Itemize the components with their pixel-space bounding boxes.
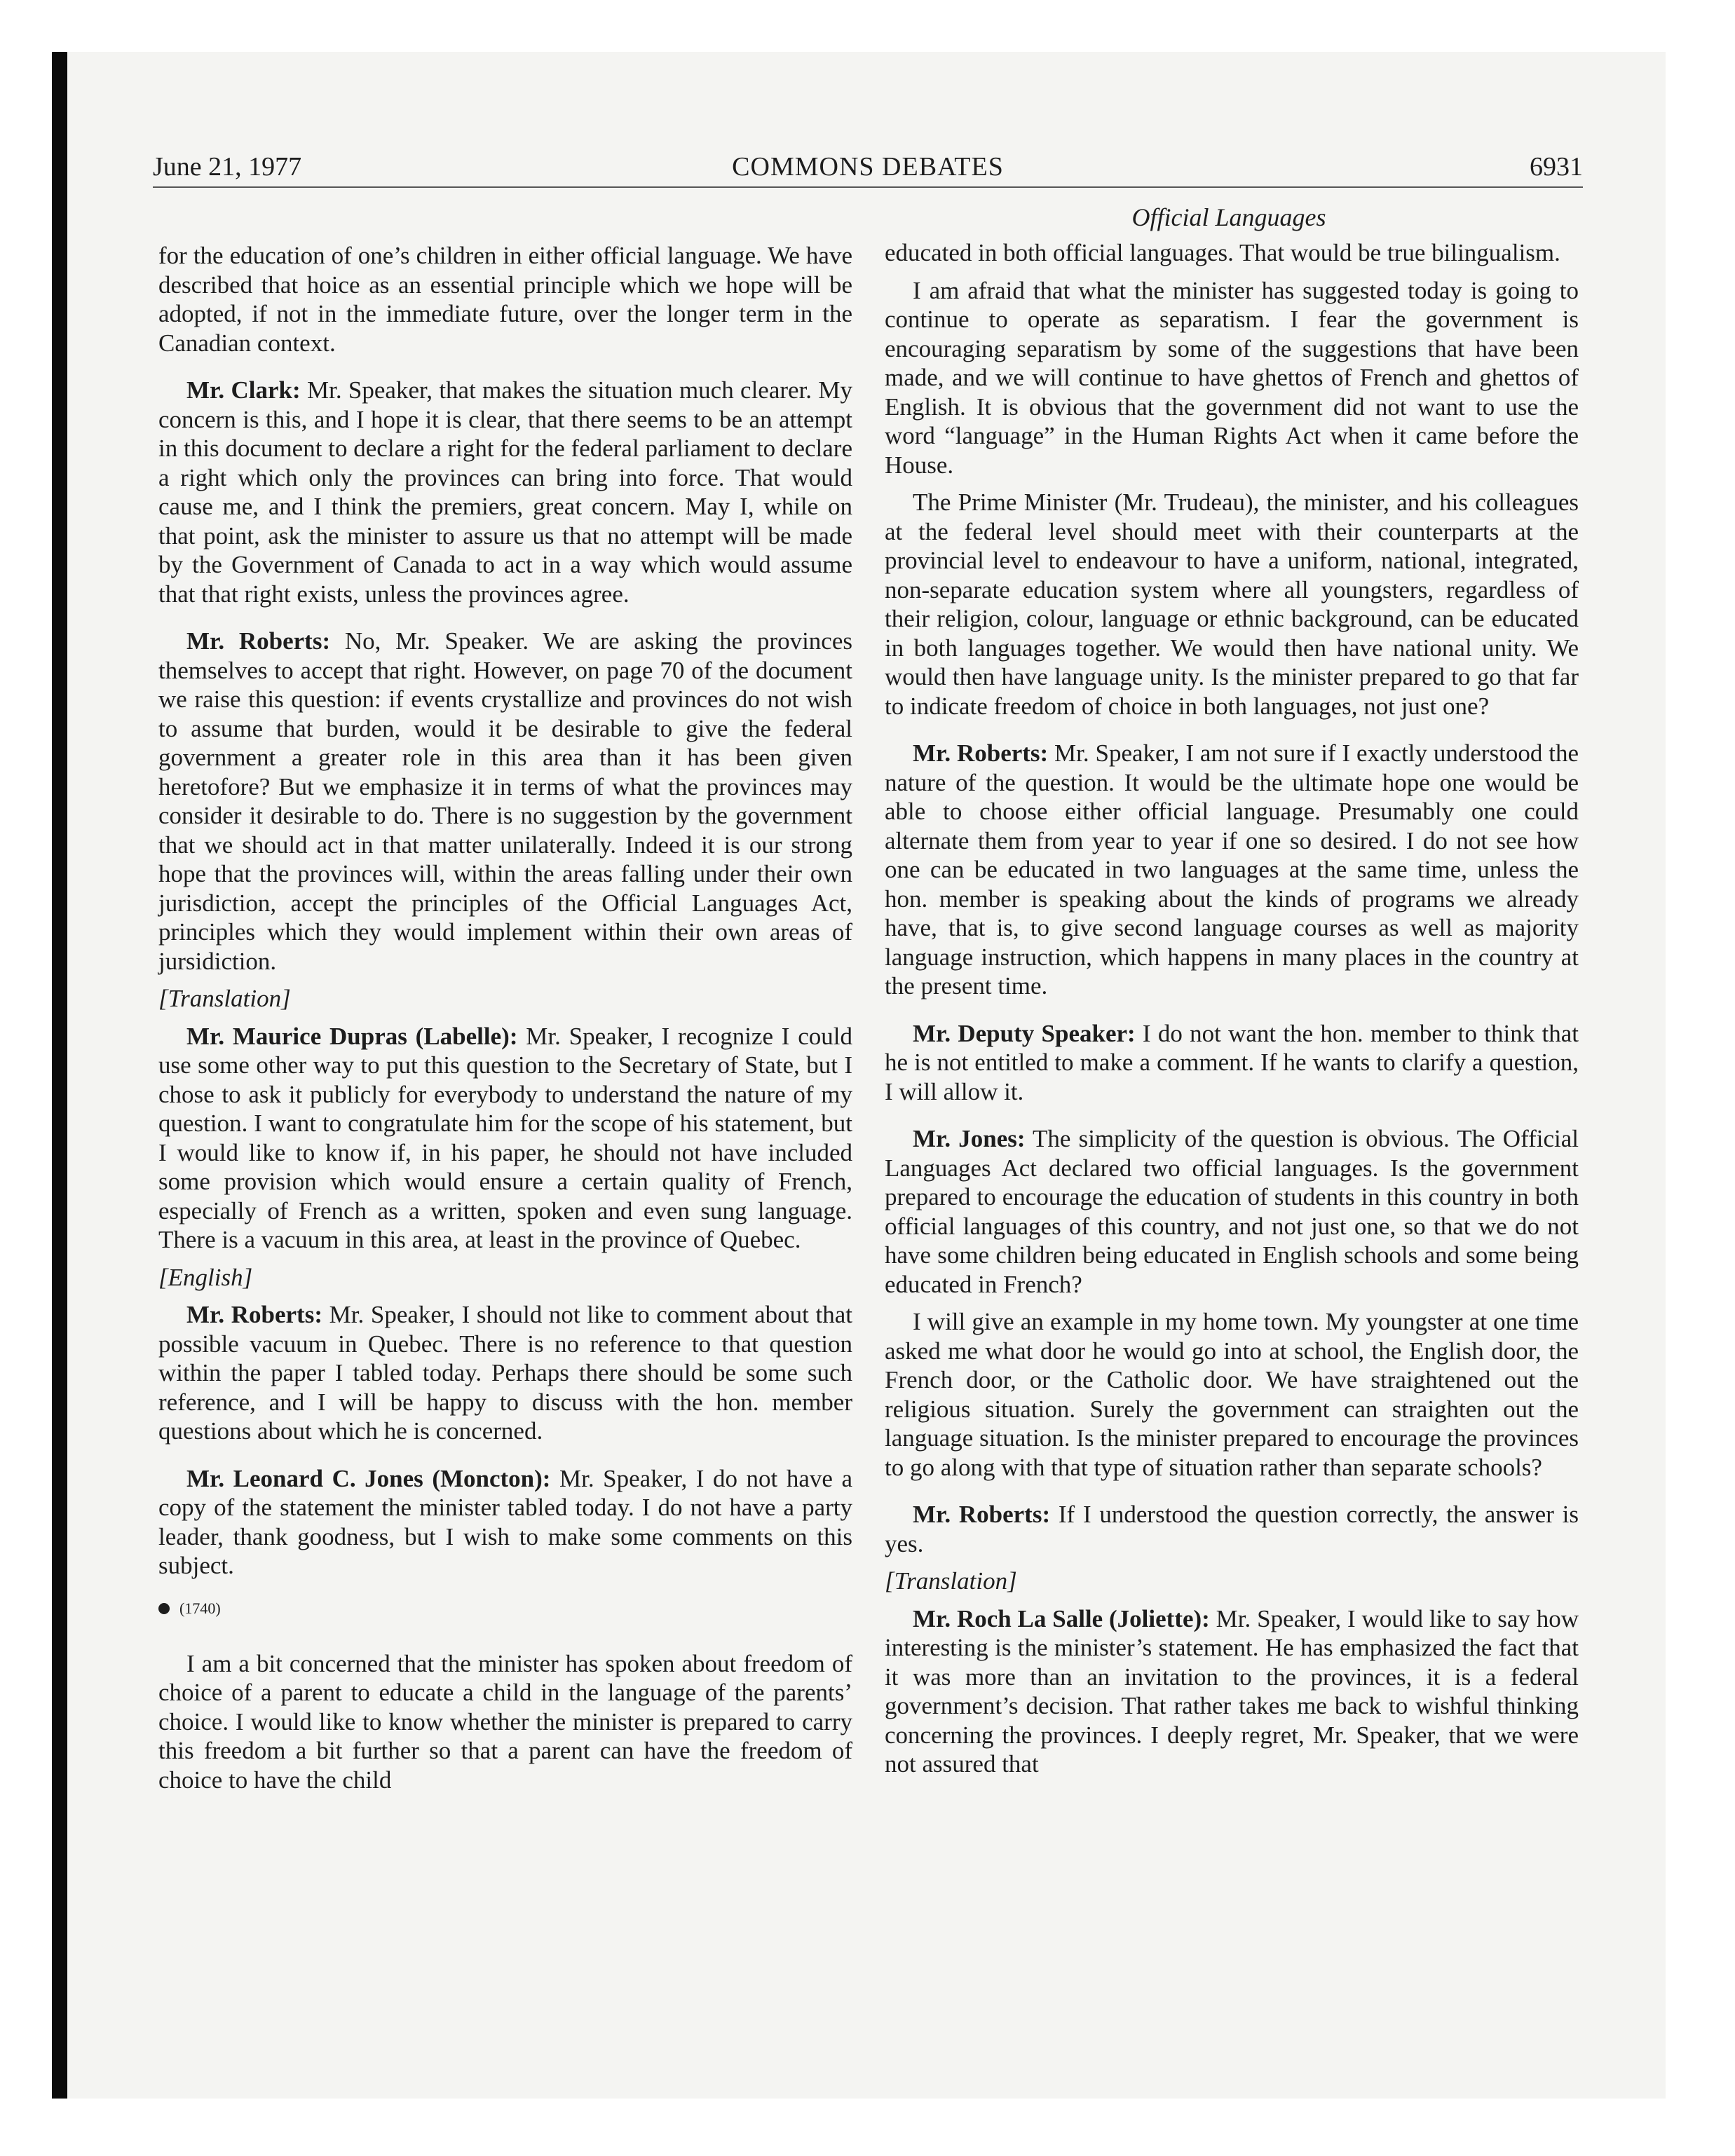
language-marker: [Translation]	[158, 985, 291, 1012]
speech-paragraph	[158, 1464, 852, 1581]
paragraph: I am afraid that what the minister has suggested today is going to continue to operate as separatism. I fear the government is encouraging separatism by some of the suggestions that have been made, and we will continue to have ghettos of French and ghettos of English. It is obvious that the government did not want to use the word “language” in the Human Rights Act when it came before the House.	[885, 276, 1579, 479]
paragraph: for the education of one’s children in either official language. We have described that hoice as an essential principle which we hope will be adopted, if not in the immediate future, over the longer term in the Canadian context.	[158, 242, 852, 357]
speaker-name: Mr. Roch La Salle (Joliette):	[913, 1604, 1210, 1632]
speech-text: No, Mr. Speaker. We are asking the provinces themselves to accept that right. However, on page 70 of the document we raise this question: if events crystallize and provinces do not wish to assume that burden, would it be desirable to give the federal government a greater role in this area than it has been given heretofore? But we emphasize it in terms of what the provinces may consider it desirable to do. There is no suggestion by the government that we should act in that matter unilaterally. Indeed it is our strong hope that the provinces will, within the areas falling under their own jurisdiction, accept the principles of the Official Languages Act, principles which they would implement within their own areas of jursidiction.	[158, 627, 852, 975]
speaker-name: Mr. Deputy Speaker:	[913, 1019, 1136, 1047]
speaker-name: Mr. Roberts:	[186, 1301, 322, 1328]
timestamp-text: (1740)	[179, 1599, 221, 1617]
speaker-name: Mr. Roberts:	[913, 1501, 1051, 1528]
paragraph: The Prime Minister (Mr. Trudeau), the minister, and his colleagues at the federal level should meet with their counterparts at the provincial level to endeavour to have a uniform, national, integrated, non-separate education system where all youngsters, regardless of their religion, colour, language or ethnic background, can be educated in both languages together. We would then have national unity. We would then have language unity. Is the minister prepared to go that far to indicate freedom of choice in both languages, not just one?	[885, 489, 1579, 720]
paragraph: educated in both official languages. That would be true bilingualism.	[885, 239, 1560, 266]
speaker-name: Mr. Jones:	[913, 1125, 1026, 1152]
speech-paragraph	[885, 739, 1579, 1001]
scan-edge	[52, 52, 67, 2099]
language-marker: [English]	[158, 1263, 253, 1291]
speech-paragraph	[885, 1500, 1579, 1558]
timestamp	[158, 1595, 852, 1623]
speech-paragraph	[885, 1124, 1579, 1299]
speech-text: Mr. Speaker, I do not have a copy of the statement the minister tabled today. I do not have a party leader, thank goodness, but I wish to make some comments on this subject.	[158, 1464, 853, 1579]
speaker-name: Mr. Maurice Dupras (Labelle):	[186, 1022, 518, 1050]
header-publication: COMMONS DEBATES	[732, 152, 1004, 182]
right-column	[885, 238, 1579, 1779]
left-column	[158, 241, 852, 1794]
speech-paragraph	[885, 1604, 1579, 1779]
speech-text: I do not want the hon. member to think that he is not entitled to make a comment. If he wants to clarify a question, I will allow it.	[885, 1019, 1579, 1105]
paragraph: I will give an example in my home town. My youngster at one time asked me what door he would go into at school, the English door, the French door, or the Catholic door. We have straightened out the religious situation. Surely the government can straighten out the language situation. Is the minister prepared to encourage the provinces to go along with that type of situation rather than separate schools?	[885, 1308, 1579, 1481]
speech-paragraph	[158, 627, 852, 976]
speech-text: Mr. Speaker, I would like to say how interesting is the minister’s statement. He has emphasized the fact that it was more than an invitation to the provinces, it is a federal government’s decision. That rather takes me back to wishful thinking concerning the provinces. I deeply regret, Mr. Speaker, that we were not assured that	[885, 1604, 1579, 1778]
header-rule	[153, 186, 1583, 188]
bullet-icon	[158, 1603, 170, 1614]
page-header	[153, 149, 1583, 185]
speaker-name: Mr. Roberts:	[186, 627, 331, 655]
speech-paragraph	[158, 1300, 852, 1446]
speaker-name: Mr. Leonard C. Jones (Moncton):	[186, 1464, 551, 1492]
paragraph: I am a bit concerned that the minister has spoken about freedom of choice of a parent to educate a child in the language of the parents’ choice. I would like to know whether the minister is prepared to carry this freedom a bit further so that a parent can have the freedom of choice to have the child	[158, 1649, 852, 1794]
speech-text: Mr. Speaker, I should not like to comment about that possible vacuum in Quebec. There is no reference to that question within the paper I tabled today. Perhaps there should be some such reference, and I will be happy to discuss with the hon. member questions about which he is concerned.	[158, 1301, 852, 1445]
speech-text: If I understood the question correctly, the answer is yes.	[885, 1501, 1579, 1557]
speaker-name: Mr. Roberts:	[913, 739, 1049, 767]
speech-text: The simplicity of the question is obvious. The Official Languages Act declared two official languages. Is the government prepared to encourage the education of students in this country in both official languages of this country, and not just one, so that we do not have some children being educated in English schools and some being educated in French?	[885, 1125, 1579, 1298]
header-page-number: 6931	[1530, 152, 1583, 182]
speech-paragraph	[885, 1019, 1579, 1107]
speech-text: Mr. Speaker, that makes the situation much clearer. My concern is this, and I hope it is clear, that there seems to be an attempt in this document to declare a right for the federal parliament to declare a right which only the provinces can bring into force. That would cause me, and I think the premiers, great concern. May I, while on that point, ask the minister to assure us that no attempt will be made by the Government of Canada to act in a way which would assume that that right exists, unless the provinces agree.	[158, 376, 853, 608]
language-marker: [Translation]	[885, 1567, 1017, 1595]
speech-paragraph	[158, 1022, 852, 1255]
section-title: Official Languages	[1131, 203, 1326, 231]
speech-text: Mr. Speaker, I am not sure if I exactly understood the nature of the question. It would be the ultimate hope one would be able to choose either official language. Presumably one could alternate them from year to year if one so desired. I do not see how one can be educated in two languages at the same time, unless the hon. member is speaking about the kinds of programs we already have, that is, to give second language courses as well as majority language instruction, which happens in many places in the country at the present time.	[885, 739, 1579, 999]
header-date: June 21, 1977	[153, 152, 302, 182]
speech-text: Mr. Speaker, I recognize I could use some other way to put this question to the Secretary of State, but I chose to ask it publicly for everybody to understand the nature of my question. I want to congratulate him for the scope of his statement, but I would like to know if, in his paper, he should not have included some provision which would ensure a certain quality of French, especially of French as a written, spoken and even sung language. There is a vacuum in this area, at least in the province of Quebec.	[158, 1022, 853, 1253]
speaker-name: Mr. Clark:	[186, 376, 301, 404]
speech-paragraph	[158, 376, 852, 608]
